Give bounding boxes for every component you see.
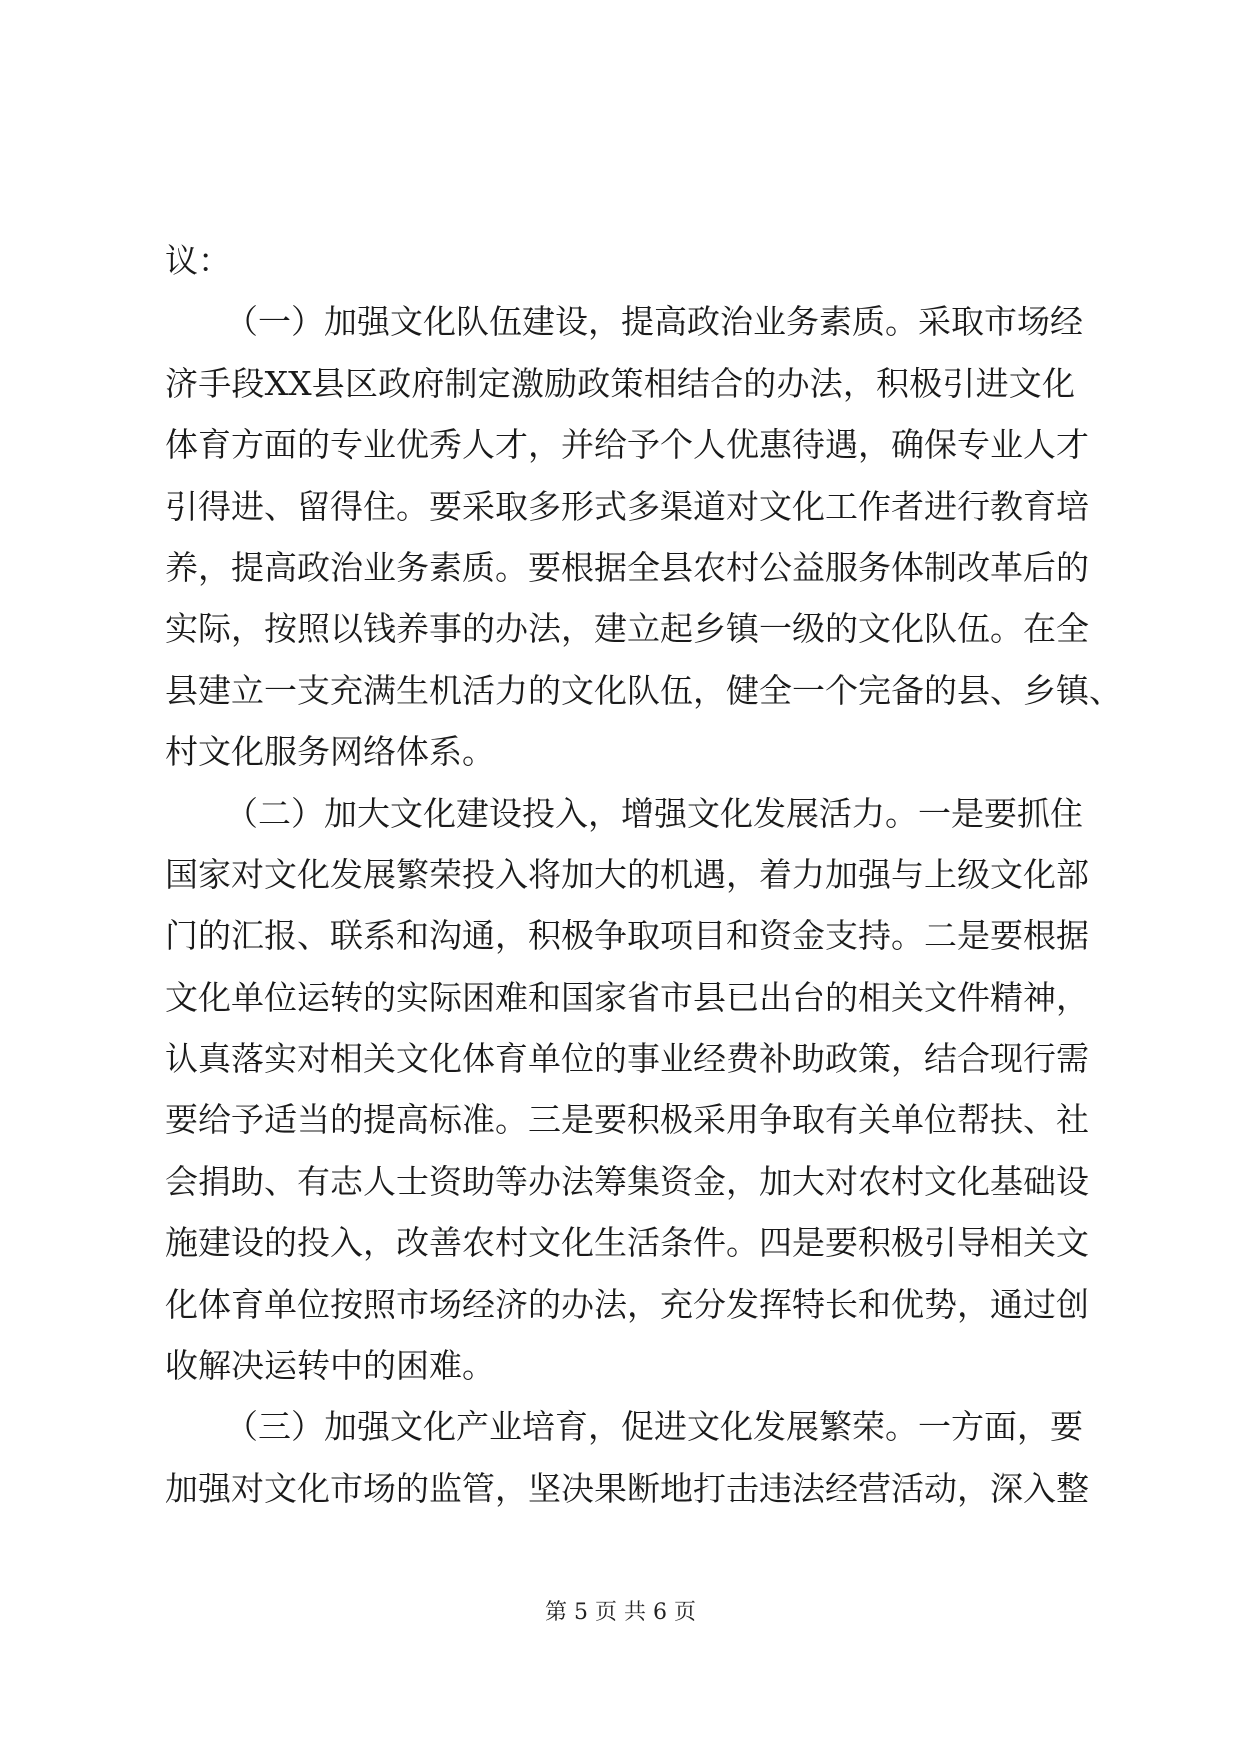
text-line: 体育方面的专业优秀人才，并给予个人优惠待遇，确保专业人才 (165, 425, 1089, 465)
text-line: （二）加大文化建设投入，增强文化发展活力。一是要抓住 (225, 793, 1083, 833)
text-line: 收解决运转中的困难。 (165, 1346, 495, 1386)
text-line: 养，提高政治业务素质。要根据全县农村公益服务体制改革后的 (165, 547, 1089, 587)
text-line: 县建立一支充满生机活力的文化队伍，健全一个完备的县、乡镇、 (165, 670, 1122, 710)
text-line: 化体育单位按照市场经济的办法，充分发挥特长和优势，通过创 (165, 1284, 1089, 1324)
text-line: 国家对文化发展繁荣投入将加大的机遇，着力加强与上级文化部 (165, 854, 1089, 894)
text-line: 文化单位运转的实际困难和国家省市县已出台的相关文件精神， (165, 977, 1089, 1017)
text-line: 实际，按照以钱养事的办法，建立起乡镇一级的文化队伍。在全 (165, 609, 1089, 649)
text-line: 济手段XX县区政府制定激励政策相结合的办法，积极引进文化 (165, 363, 1075, 403)
text-line: 会捐助、有志人士资助等办法筹集资金，加大对农村文化基础设 (165, 1161, 1089, 1201)
body-text (165, 230, 1122, 1519)
text-line: （一）加强文化队伍建设，提高政治业务素质。采取市场经 (225, 302, 1083, 342)
text-line: （三）加强文化产业培育，促进文化发展繁荣。一方面，要 (225, 1407, 1083, 1447)
text-line: 议： (165, 241, 231, 280)
text-line: 认真落实对相关文化体育单位的事业经费补助政策，结合现行需 (165, 1039, 1089, 1079)
text-line: 村文化服务网络体系。 (165, 732, 495, 772)
text-line: 引得进、留得住。要采取多形式多渠道对文化工作者进行教育培 (165, 486, 1089, 526)
text-line: 施建设的投入，改善农村文化生活条件。四是要积极引导相关文 (165, 1223, 1089, 1263)
page-footer: 第 5 页 共 6 页 (545, 1600, 696, 1625)
text-line: 门的汇报、联系和沟通，积极争取项目和资金支持。二是要根据 (165, 916, 1089, 956)
text-line: 要给予适当的提高标准。三是要积极采用争取有关单位帮扶、社 (165, 1100, 1089, 1140)
text-line: 加强对文化市场的监管，坚决果断地打击违法经营活动，深入整 (165, 1468, 1089, 1508)
